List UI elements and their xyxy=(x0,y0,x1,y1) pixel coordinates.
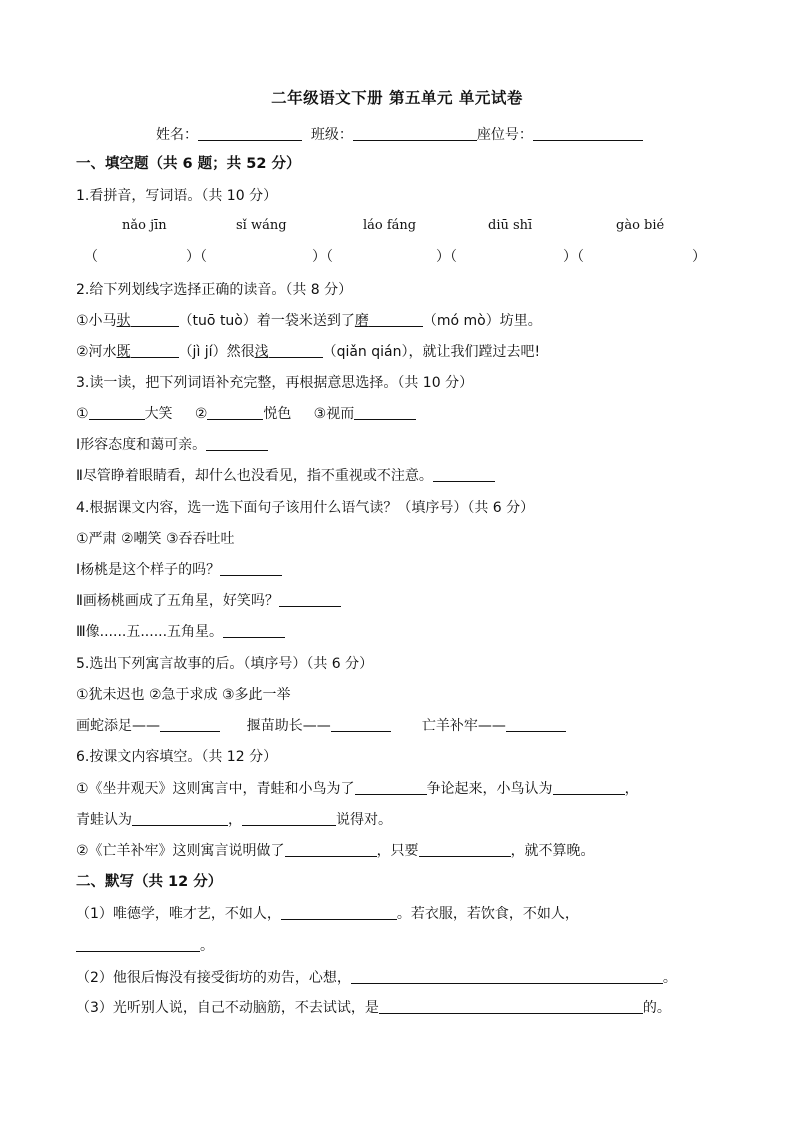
q4-ii: Ⅱ画杨桃画成了五角星，好笑吗？ xyxy=(76,591,341,611)
answer-blank[interactable] xyxy=(206,436,268,451)
answer-blank[interactable] xyxy=(223,623,285,638)
answer-blank[interactable] xyxy=(354,405,416,420)
section1-heading: 一、填空题（共 6 题；共 52 分） xyxy=(76,156,301,172)
name-blank[interactable] xyxy=(198,126,302,141)
answer-blank[interactable] xyxy=(279,592,341,607)
q6-line1: ①《坐井观天》这则寓言中，青蛙和小鸟为了 争论起来，小鸟认为 ， xyxy=(76,781,639,797)
seat-label: 座位号： xyxy=(476,127,533,143)
answer-blank[interactable] xyxy=(419,842,511,857)
section2-heading: 二、默写（共 12 分） xyxy=(76,874,223,890)
underlined-char: 既 xyxy=(116,344,131,360)
seat-blank[interactable] xyxy=(533,126,643,141)
answer-blank[interactable] xyxy=(132,811,228,826)
q4-iii: Ⅲ像......五......五角星。 xyxy=(76,622,285,642)
underlined-char: 磨 xyxy=(354,313,369,329)
q3-options: ① 大笑 ② 悦色 ③视而 xyxy=(76,404,416,424)
q6-line3: ②《亡羊补牢》这则寓言说明做了 ，只要 ，就不算晚。 xyxy=(76,843,595,859)
answer-blank[interactable] xyxy=(207,405,263,420)
s2-line4: （3）光听别人说，自己不动脑筋，不去试试，是 的。 xyxy=(76,1000,671,1016)
underlined-char: 浅 xyxy=(254,344,269,360)
pinyin-2: sǐ wáng xyxy=(236,218,287,233)
answer-blank[interactable] xyxy=(160,717,220,732)
q5-answers: 画蛇添足—— 揠苗助长—— 亡羊补牢—— xyxy=(76,716,566,736)
q6-stem: 6.按课文内容填空。（共 12 分） xyxy=(76,749,278,765)
underlined-char: 驮 xyxy=(116,313,131,329)
answer-blank[interactable] xyxy=(433,467,495,482)
q4-i: Ⅰ杨桃是这个样子的吗？ xyxy=(76,560,282,580)
class-label: 班级： xyxy=(310,127,353,143)
answer-blank[interactable] xyxy=(379,999,643,1014)
q5-options: ①犹未迟也 ②急于求成 ③多此一举 xyxy=(76,687,291,703)
q4-stem: 4.根据课文内容，选一选下面句子该用什么语气读？（填序号）（共 6 分） xyxy=(76,500,535,516)
q2-line2: ②河水既 （jì jí）然很浅 （qiǎn qián），就让我们蹚过去吧! xyxy=(76,344,541,360)
q1-answer-row: （ ）（ ）（ ）（ ）（ ） xyxy=(84,249,706,265)
answer-blank[interactable] xyxy=(351,969,663,984)
student-info-row xyxy=(156,124,643,144)
pinyin-4: diū shī xyxy=(488,218,533,233)
q3-i: Ⅰ形容态度和蔼可亲。 xyxy=(76,435,268,455)
answer-blank[interactable] xyxy=(131,343,179,358)
pinyin-1: nǎo jīn xyxy=(122,218,167,233)
q6-line2: 青蛙认为 ， 说得对。 xyxy=(76,812,392,828)
s2-line1: （1）唯德学，唯才艺，不如人， 。若衣服，若饮食，不如人， xyxy=(76,906,579,922)
q1-stem: 1.看拼音，写词语。（共 10 分） xyxy=(76,188,278,204)
answer-blank[interactable] xyxy=(131,312,179,327)
q1-pinyin-row xyxy=(0,218,794,238)
pinyin-3: láo fáng xyxy=(363,218,417,233)
q2-line1: ①小马驮 （tuō tuò）着一袋米送到了磨 （mó mò）坊里。 xyxy=(76,313,542,329)
q4-options: ①严肃 ②嘲笑 ③吞吞吐吐 xyxy=(76,531,235,547)
s2-line2: 。 xyxy=(76,936,214,956)
q5-stem: 5.选出下列寓言故事的后。（填序号）（共 6 分） xyxy=(76,656,374,672)
answer-blank[interactable] xyxy=(220,561,282,576)
page-title: 二年级语文下册 第五单元 单元试卷 xyxy=(271,89,523,107)
q2-stem: 2.给下列划线字选择正确的读音。（共 8 分） xyxy=(76,282,353,298)
answer-blank[interactable] xyxy=(242,811,336,826)
answer-blank[interactable] xyxy=(76,937,200,952)
answer-blank[interactable] xyxy=(331,717,391,732)
s2-line3: （2）他很后悔没有接受街坊的劝告，心想， 。 xyxy=(76,970,677,986)
answer-blank[interactable] xyxy=(355,780,427,795)
answer-blank[interactable] xyxy=(89,405,145,420)
q3-ii: Ⅱ尽管睁着眼睛看，却什么也没看见，指不重视或不注意。 xyxy=(76,466,495,486)
q3-stem: 3.读一读，把下列词语补充完整，再根据意思选择。（共 10 分） xyxy=(76,375,474,391)
answer-blank[interactable] xyxy=(369,312,423,327)
name-label: 姓名： xyxy=(156,127,198,143)
answer-blank[interactable] xyxy=(269,343,323,358)
answer-blank[interactable] xyxy=(553,780,625,795)
pinyin-5: gào bié xyxy=(616,218,665,233)
class-blank[interactable] xyxy=(353,126,477,141)
answer-blank[interactable] xyxy=(281,905,397,920)
answer-blank[interactable] xyxy=(285,842,377,857)
answer-blank[interactable] xyxy=(506,717,566,732)
